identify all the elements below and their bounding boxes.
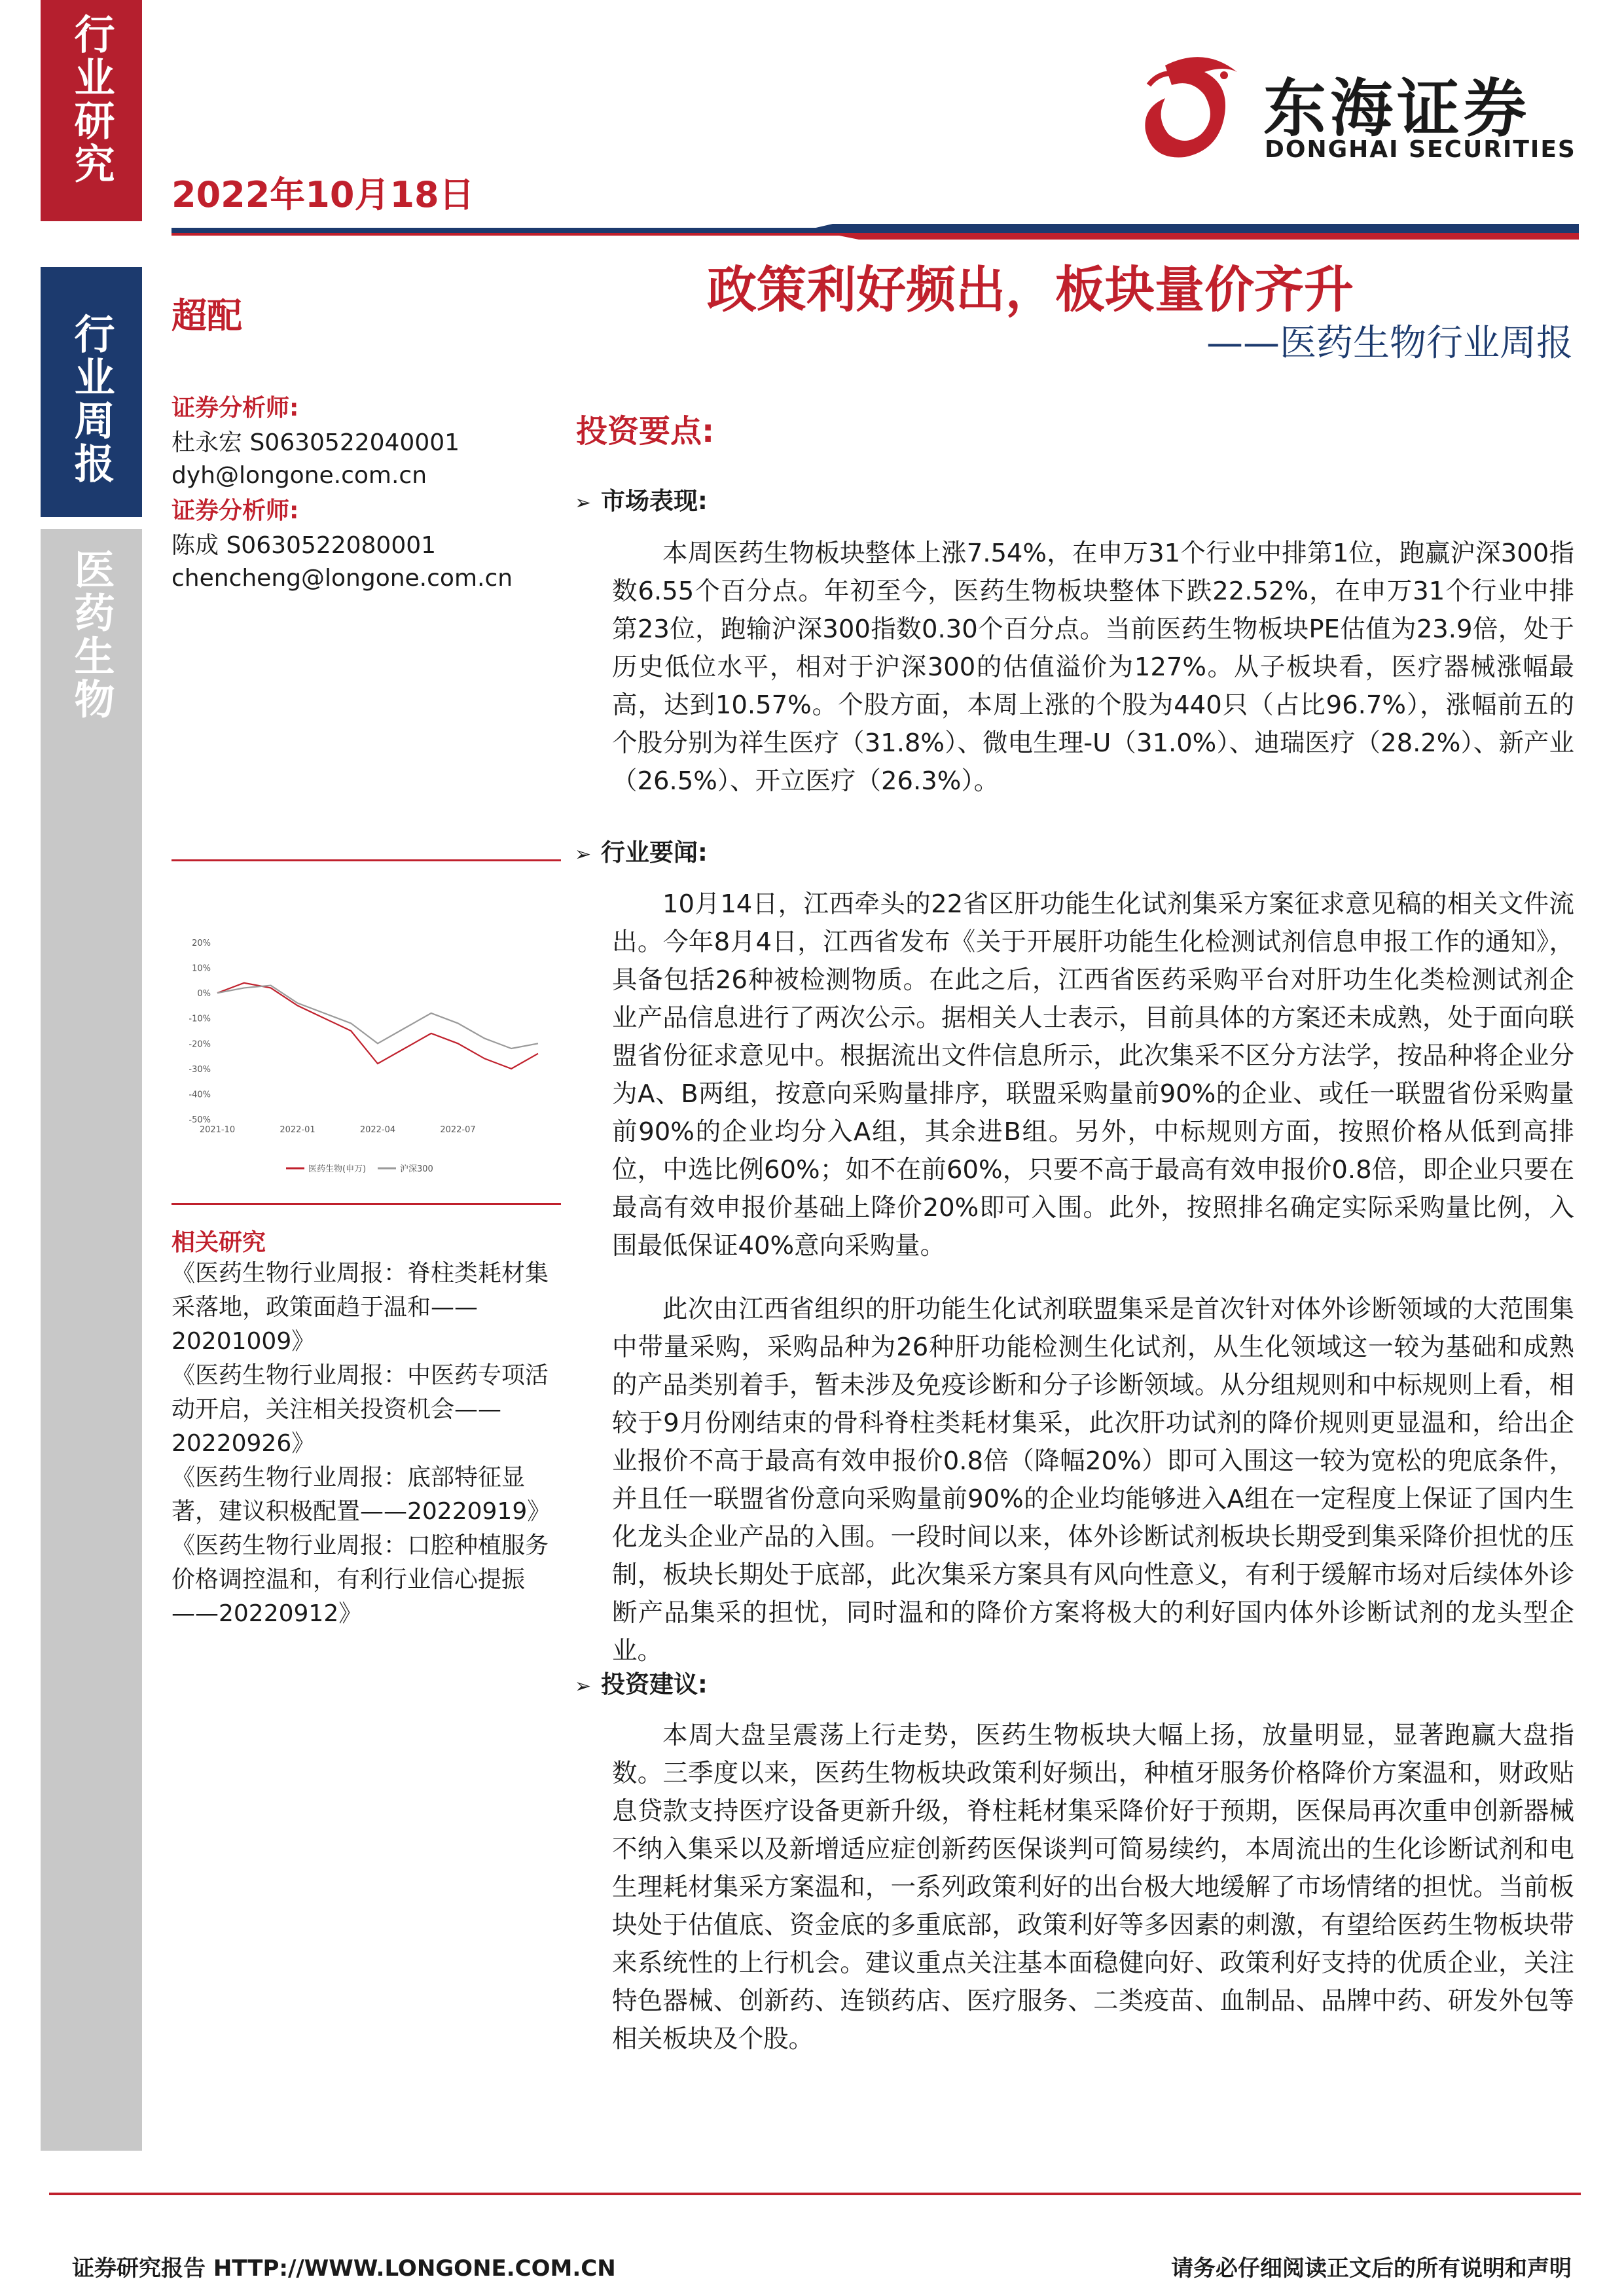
legend-label: 沪深300: [400, 1164, 433, 1174]
arrow-bullet-icon: ➢: [575, 1675, 592, 1698]
y-tick-label: 20%: [192, 939, 211, 948]
chart-top-rule: [171, 859, 561, 861]
report-date: 2022年10月18日: [171, 174, 475, 215]
rating: 超配: [171, 295, 242, 336]
y-tick-label: -40%: [189, 1090, 211, 1100]
logo-english: DONGHAI SECURITIES: [1265, 136, 1576, 163]
related-research-list: [171, 1257, 558, 1631]
section-heading-text: 投资建议:: [601, 1670, 708, 1698]
logo-chinese: 东海证券: [1263, 71, 1530, 145]
analyst-name-id: 杜永宏 S0630522040001: [171, 429, 460, 456]
performance-chart: [171, 929, 558, 1191]
analyst-name-id: 陈成 S0630522080001: [171, 532, 437, 559]
arrow-bullet-icon: ➢: [575, 843, 592, 866]
footer-rule: [49, 2193, 1581, 2195]
analyst-label: 证券分析师:: [171, 395, 299, 422]
y-tick-label: -10%: [189, 1014, 211, 1024]
related-research-item[interactable]: 《医药生物行业周报：中医药专项活动开启，关注相关投资机会——20220926》: [171, 1362, 549, 1457]
y-tick-label: 0%: [197, 989, 211, 999]
y-tick-label: -50%: [189, 1115, 211, 1125]
company-logo: [1126, 33, 1578, 183]
analyst-email[interactable]: dyh@longone.com.cn: [171, 462, 427, 489]
x-tick-label: 2022-04: [359, 1125, 396, 1135]
tab-sector: [41, 529, 142, 2151]
related-research-title: 相关研究: [171, 1229, 266, 1256]
series-line: [217, 986, 538, 1049]
news-paragraph: 此次由江西省组织的肝功能生化试剂联盟集采是首次针对体外诊断领域的大范围集中带量采购，采购品种为26种肝功能检测生化试剂，从生化领域这一较为基础和成熟的产品类别着手，暂未涉及免疫诊断和分子诊断领域。从分组规则和中标规则上看，相较于9月份刚结束的骨科脊柱类耗材集采，此次肝功试剂的降价规则更显温和，给出企业报价不高于最高有效申报价0.8倍（降幅20%）即可入围这一较为宽松的兜底条件，并且任一联盟省份意向采购量前90%的企业均能够进入A组在一定程度上保证了国内生化龙头企业产品的入围。一段时间以来，体外诊断试剂板块长期受到集采降价担忧的压制，板块长期处于底部，此次集采方案具有风向性意义，有利于缓解市场对后续体外诊断产品集采的担忧，同时温和的降价方案将极大的利好国内体外诊断试剂的龙头型企业。: [612, 1295, 1574, 1666]
advice-paragraph: 本周大盘呈震荡上行走势，医药生物板块大幅上扬，放量明显，显著跑赢大盘指数。三季度以来，医药生物板块政策利好频出，种植牙服务价格降价方案温和，财政贴息贷款支持医疗设备更新升级，脊柱耗材集采降价好于预期，医保局再次重申创新器械不纳入集采以及新增适应症创新药医保谈判可简易续约，本周流出的生化诊断试剂和电生理耗材集采方案温和，一系列政策利好的出台极大地缓解了市场情绪的担忧。当前板块处于估值底、资金底的多重底部，政策利好等多因素的刺激，有望给医药生物板块带来系统性的上行机会。建议重点关注基本面稳健向好、政策利好支持的优质企业，关注特色器械、创新药、连锁药店、医疗服务、二类疫苗、血制品、品牌中药、研发外包等相关板块及个股。: [612, 1721, 1574, 2054]
legend-label: 医药生物(申万): [308, 1164, 367, 1174]
section-heading-text: 市场表现:: [601, 487, 708, 515]
related-research-item[interactable]: 《医药生物行业周报：底部特征显著，建议积极配置——20220919》: [171, 1464, 551, 1525]
related-research-item[interactable]: 《医药生物行业周报：口腔种植服务价格调控温和，有利行业信心提振——20220912》: [171, 1532, 549, 1627]
related-research-item[interactable]: 《医药生物行业周报：脊柱类耗材集采落地，政策面趋于温和——20201009》: [171, 1260, 549, 1355]
footer-left[interactable]: 证券研究报告 HTTP://WWW.LONGONE.COM.CN: [72, 2255, 616, 2282]
analyst-label: 证券分析师:: [171, 497, 299, 524]
news-paragraph: 10月14日，江西牵头的22省区肝功能生化试剂集采方案征求意见稿的相关文件流出。今年8月4日，江西省发布《关于开展肝功能生化检测试剂信息申报工作的通知》，具备包括26种被检测物质。在此之后，江西省医药采购平台对肝功生化类检测试剂企业产品信息进行了两次公示。据相关人士表示，目前具体的方案还未成熟，处于面向联盟省份征求意见中。根据流出文件信息所示，此次集采不区分方法学，按品种将企业分为A、B两组，按意向采购量排序，联盟采购量前90%的企业、或任一联盟省份采购量前90%的企业均分入A组，其余进B组。另外，中标规则方面，按照价格从低到高排位，中选比例60%；如不在前60%，只要不高于最高有效申报价0.8倍，即企业只要在最高有效申报价基础上降价20%即可入围。此外，按照排名确定实际采购量比例，入围最低保证40%意向采购量。: [612, 889, 1574, 1261]
tab-label: 医药生物: [67, 548, 115, 721]
chart-bottom-rule: [171, 1203, 561, 1205]
series-line: [217, 983, 538, 1069]
tab-weekly-report: [41, 267, 142, 517]
x-tick-label: 2022-01: [280, 1125, 316, 1135]
x-tick-label: 2022-07: [440, 1125, 476, 1135]
key-points-title: 投资要点:: [576, 413, 715, 450]
report-subtitle: ——医药生物行业周报: [1206, 322, 1573, 365]
x-tick-label: 2021-10: [199, 1125, 236, 1135]
analyst-email[interactable]: chencheng@longone.com.cn: [171, 565, 513, 592]
dragon-logo-icon: [1126, 46, 1257, 177]
footer-disclaimer: 请务必仔细阅读正文后的所有说明和声明: [1171, 2255, 1572, 2282]
section-heading-text: 行业要闻:: [601, 838, 708, 867]
tab-industry-research: [41, 0, 142, 221]
tab-label: 行业周报: [67, 313, 115, 486]
arrow-bullet-icon: ➢: [575, 492, 592, 514]
tab-label: 行业研究: [67, 13, 115, 186]
section-heading-advice: [575, 1664, 708, 1700]
section-heading-news: [575, 833, 708, 868]
report-title: 政策利好频出，板块量价齐升: [707, 260, 1354, 319]
y-tick-label: 10%: [192, 963, 211, 974]
y-tick-label: -20%: [189, 1039, 211, 1050]
header-divider: [171, 224, 1579, 243]
market-paragraph: 本周医药生物板块整体上涨7.54%，在申万31个行业中排第1位，跑赢沪深300指数6.55个百分点。年初至今，医药生物板块整体下跌22.52%，在申万31个行业中排第23位，跑输沪深300指数0.30个百分点。当前医药生物板块PE估值为23.9倍，处于历史低位水平，相对于沪深300的估值溢价为127%。从子板块看，医疗器械涨幅最高，达到10.57%。个股方面，本周上涨的个股为440只（占比96.7%），涨幅前五的个股分别为祥生医疗（31.8%）、微电生理-U（31.0%）、迪瑞医疗（28.2%）、新产业（26.5%）、开立医疗（26.3%）。: [612, 539, 1574, 796]
analyst-block: [171, 389, 564, 595]
y-tick-label: -30%: [189, 1064, 211, 1075]
section-heading-market: [575, 481, 708, 516]
